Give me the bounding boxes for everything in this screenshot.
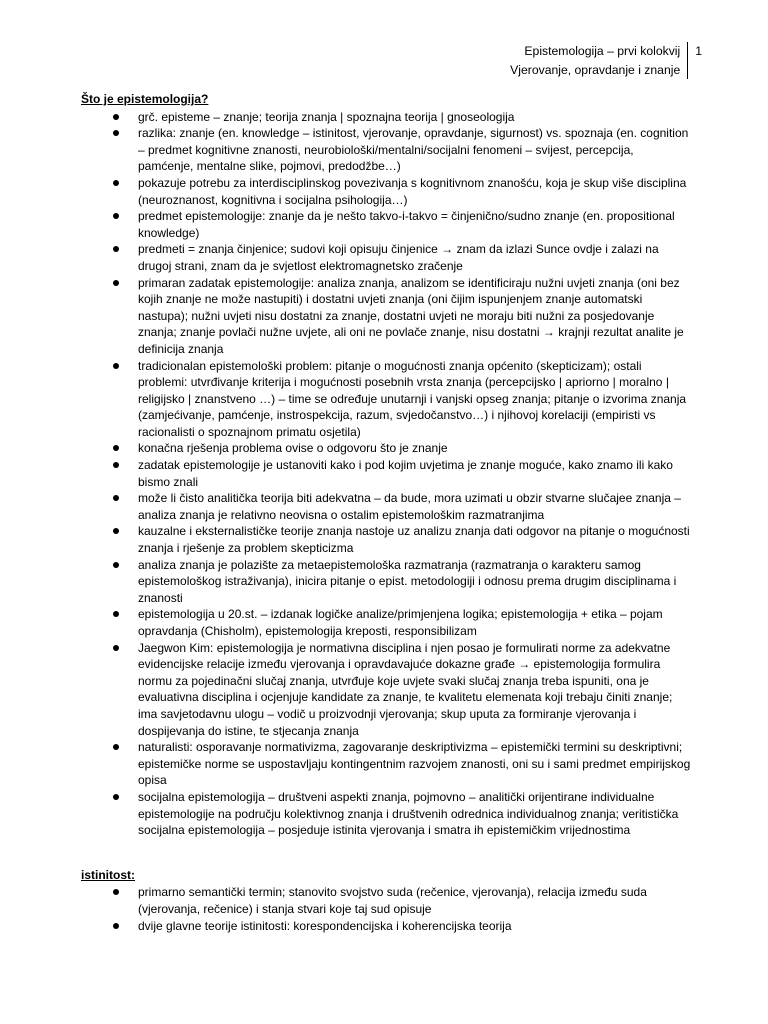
bullet-icon xyxy=(113,645,119,651)
page-header xyxy=(510,42,702,80)
header-titles xyxy=(510,42,687,80)
list-item: socijalna epistemologija – društveni aspekti znanja, pojmovno – analitički orijentirane individualne epistemologije na području kolektivnog znanja i društvenih odrednica individualnog znanja; veritistička socijalna epistemologija – posjeduje istinita vjerovanja i smatra ih epistemičkim vrijednostima xyxy=(81,789,691,839)
bullet-icon xyxy=(113,794,119,800)
bullet-icon xyxy=(113,889,119,895)
list-item: konačna rješenja problema ovise o odgovoru što je znanje xyxy=(81,440,691,457)
bullet-icon xyxy=(113,180,119,186)
header-course-title: Epistemologija – prvi kolokvij xyxy=(524,44,681,58)
bullet-icon xyxy=(113,114,119,120)
bullet-icon xyxy=(113,744,119,750)
section-title-epistemology: Što je epistemologija? xyxy=(81,92,209,106)
section-title-truth: istinitost: xyxy=(81,867,135,882)
list-item: pokazuje potrebu za interdisciplinskog povezivanja s kognitivnom znanošću, koja je skup više disciplina (neuroznanost, kognitivna i socijalna psihologija…) xyxy=(81,175,691,208)
list-item: zadatak epistemologije je ustanoviti kako i pod kojim uvjetima je znanje moguće, kako znamo ili kako bismo znali xyxy=(81,457,691,490)
bullet-icon xyxy=(113,923,119,929)
header-topic-title: Vjerovanje, opravdanje i znanje xyxy=(510,63,681,77)
document-body xyxy=(81,91,691,934)
bullet-icon xyxy=(113,130,119,136)
bullet-list-epistemology xyxy=(81,109,691,839)
list-item: primaran zadatak epistemologije: analiza znanja, analizom se identificiraju nužni uvjeti znanja (oni bez kojih znanje ne može nastupiti) i dostatni uvjeti znanja (oni čijim ispunjenjem znanje automatski nastupa); nužni uvjeti nisu dostatni za znanje, dostatni uvjeti ne moraju biti nužni za posjedovanje znanja; znanje povlači nužne uvjete, ali oni ne povlače znanje, nisu dostatni → krajnji rezultat analite je definicija znanja xyxy=(81,275,691,358)
bullet-icon xyxy=(113,213,119,219)
list-item: tradicionalan epistemološki problem: pitanje o mogućnosti znanja općenito (skepticizam); ostali problemi: utvrđivanje kriterija i mogućnosti posebnih vrsta znanja (percepcijsko | apriorno | moralno | religijsko | znanstveno …) – time se određuje unutarnji i vanjski opseg znanja; pitanje o izvorima znanja (zamjećivanje, pamćenje, instrospekcija, razum, svjedočanstvo…) i njihovoj korelaciji (empiristi vs racionalisti o spoznajnom primatu osjetila) xyxy=(81,358,691,441)
bullet-icon xyxy=(113,363,119,369)
bullet-icon xyxy=(113,528,119,534)
list-item: razlika: znanje (en. knowledge – istinitost, vjerovanje, opravdanje, sigurnost) vs. spoznaja (en. cognition – predmet kognitivne znanosti, neurobiološki/mentalni/socijalni fenomeni – svijest, percepcija, pamćenje, mentalne slike, pojmovi, predodžbe…) xyxy=(81,125,691,175)
list-item: Jaegwon Kim: epistemologija je normativna disciplina i njen posao je formulirati norme za adekvatne evidencijske relacije između vjerovanja i opravdavajuće dokazne građe → epistemologija formulira normu za pojedinačni slučaj znanja, utvrđuje koje uvjete svaki slučaj znanja treba ispuniti, ona je evaluativna disciplina i ocjenjuje kandidate za znanje, te kvalitetu elemenata koji trebaju činiti znanje; ima savjetodavnu ulogu – vodič u proizvodnji vjerovanja; skup uputa za formiranje vjerovanja i dospijevanja do istine, te stjecanja znanja xyxy=(81,640,691,740)
bullet-icon xyxy=(113,562,119,568)
page-number: 1 xyxy=(695,44,702,58)
bullet-icon xyxy=(113,495,119,501)
list-item: može li čisto analitička teorija biti adekvatna – da bude, mora uzimati u obzir stvarne slučajee znanja – analiza znanja je relativno neovisna o ostalim epistemološkim razmatranjima xyxy=(81,490,691,523)
list-item: dvije glavne teorije istinitosti: korespondencijska i koherencijska teorija xyxy=(81,918,691,935)
list-item: kauzalne i eksternalističke teorije znanja nastoje uz analizu znanja dati odgovor na pitanje o mogućnosti znanja i rješenje za problem skepticizma xyxy=(81,523,691,556)
bullet-icon xyxy=(113,246,119,252)
list-item: primarno semantički termin; stanovito svojstvo suda (rečenice, vjerovanja), relacija između suda (vjerovanja, rečenice) i stanja stvari koje taj sud opisuje xyxy=(81,884,691,917)
list-item: predmet epistemologije: znanje da je nešto takvo-i-takvo = činjenično/sudno znanje (en. propositional knowledge) xyxy=(81,208,691,241)
bullet-icon xyxy=(113,611,119,617)
bullet-icon xyxy=(113,445,119,451)
list-item: grč. episteme – znanje; teorija znanja | spoznajna teorija | gnoseologija xyxy=(81,109,691,126)
bullet-icon xyxy=(113,280,119,286)
bullet-list-truth xyxy=(81,884,691,934)
bullet-icon xyxy=(113,462,119,468)
section-spacer xyxy=(81,839,691,867)
list-item: analiza znanja je polazište za metaepistemološka razmatranja (razmatranja o karakteru samog epistemološkog istraživanja), inicira pitanje o epist. metodologiji i odnosu prema drugim disciplinama i znanosti xyxy=(81,557,691,607)
list-item: naturalisti: osporavanje normativizma, zagovaranje deskriptivizma – epistemički termini su deskriptivni; epistemičke norme se uspostavljaju kontingentnim razvojem znanosti, oni su i sami predmet empirijskog opisa xyxy=(81,739,691,789)
list-item: epistemologija u 20.st. – izdanak logičke analize/primjenjena logika; epistemologija + etika – pojam opravdanja (Chisholm), epistemologija kreposti, responsibilizam xyxy=(81,606,691,639)
list-item: predmeti = znanja činjenice; sudovi koji opisuju činjenice → znam da izlazi Sunce ovdje i zalazi na drugoj strani, znam da je svjetlost elektromagnetsko zračenje xyxy=(81,241,691,274)
